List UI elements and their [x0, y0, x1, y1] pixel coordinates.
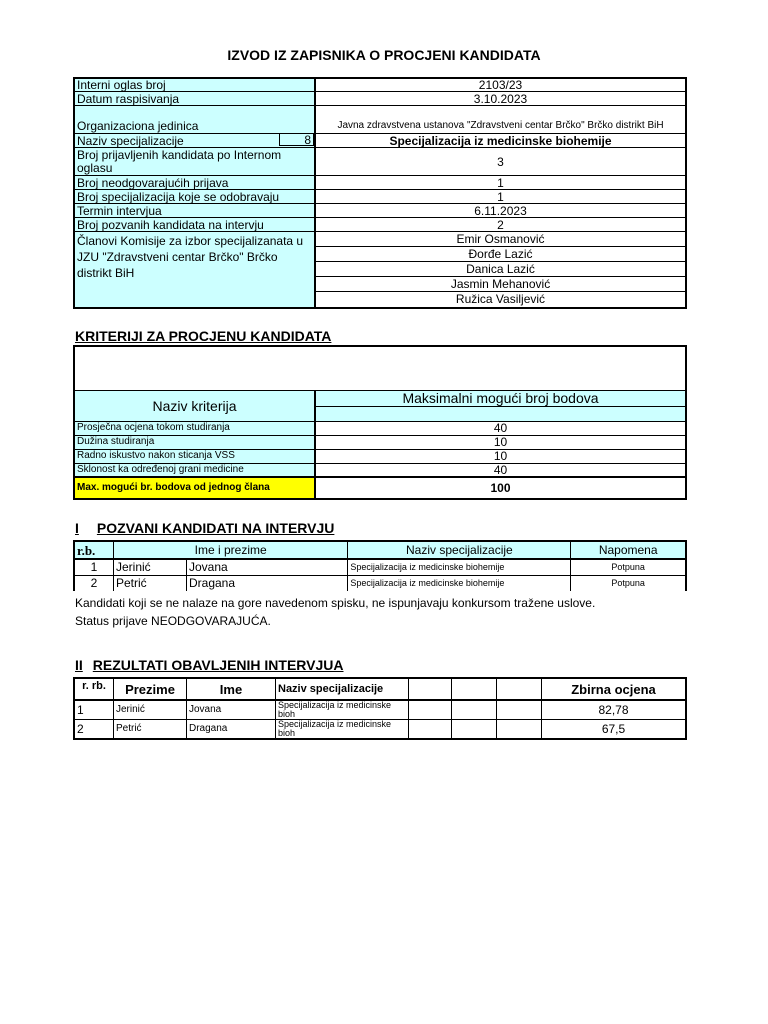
col-rb: r.b.	[74, 541, 114, 559]
res-ime: Jovana	[187, 700, 276, 720]
pozvani-value: 2	[315, 218, 686, 232]
note-2: Status prijave NEODGOVARAJUĆA.	[75, 614, 271, 628]
termin-value: 6.11.2023	[315, 204, 686, 218]
res-extra	[497, 720, 542, 740]
oglas-value: 2103/23	[315, 78, 686, 92]
prijavljeni-label: Broj prijavljenih kandidata po Internom oglasu	[74, 148, 315, 176]
rezultati-heading-num: II	[75, 657, 83, 673]
res-extra	[409, 720, 452, 740]
col-ime-prezime: Ime i prezime	[114, 541, 348, 559]
res-zbir: 67,5	[601, 722, 626, 736]
col-zbir: Zbirna ocjena	[542, 678, 687, 700]
col-prezime: Prezime	[114, 678, 187, 700]
res-extra	[409, 700, 452, 720]
odobrava-value: 1	[315, 190, 686, 204]
kriterij-bodovi: 10	[315, 435, 686, 449]
total-label: Max. mogući br. bodova od jednog člana	[74, 477, 315, 499]
res-spec: Specijalizacija iz medicinske bioh	[276, 700, 409, 720]
header-table	[73, 77, 687, 309]
row-napomena: Potpuna	[571, 559, 686, 575]
komisija-label: Članovi Komisije za izbor specijalizanata u JZU "Zdravstveni centar Brčko" Brčko distrikt BiH	[74, 232, 315, 308]
neodg-label: Broj neodgovarajućih prijava	[74, 176, 315, 190]
row-ime: Jovana	[187, 559, 348, 575]
res-rb: 2	[74, 720, 114, 740]
komisija-member: Danica Lazić	[315, 262, 686, 277]
odobrava-label: Broj specijalizacija koje se odobravaju	[74, 190, 315, 204]
org-value: Javna zdravstvena ustanova "Zdravstveni centar Brčko" Brčko distrikt BiH	[315, 106, 686, 134]
prijavljeni-value: 3	[315, 148, 686, 176]
kriterij-naziv: Radno iskustvo nakon sticanja VSS	[74, 449, 315, 463]
datum-label: Datum raspisivanja	[74, 92, 315, 106]
kriteriji-blank-row	[74, 346, 686, 390]
rezultati-table	[73, 677, 687, 740]
col-extra-2	[452, 678, 497, 700]
komisija-member: Ružica Vasiljević	[455, 292, 546, 307]
rezultati-heading-wrap	[75, 657, 344, 673]
org-label: Organizaciona jedinica	[74, 106, 315, 134]
spec-value: Specijalizacija iz medicinske biohemije	[315, 134, 686, 148]
res-rb: 1	[74, 700, 114, 720]
pozvani-label: Broj pozvanih kandidata na intervju	[74, 218, 315, 232]
oglas-label: Interni oglas broj	[74, 78, 315, 92]
komisija-member: Đorđe Lazić	[315, 247, 686, 262]
kriterij-naziv: Prosječna ocjena tokom studiranja	[74, 421, 315, 435]
col-extra-3	[497, 678, 542, 700]
col-extra-1	[409, 678, 452, 700]
kriterij-bodovi: 40	[315, 463, 686, 477]
spec-label-cell	[74, 134, 315, 148]
res-prezime: Petrić	[114, 720, 187, 740]
col-spec: Naziv specijalizacije	[276, 678, 409, 700]
col-napomena: Napomena	[571, 541, 686, 559]
res-extra	[497, 700, 542, 720]
datum-value: 3.10.2023	[315, 92, 686, 106]
row-prezime: Petrić	[114, 575, 187, 591]
kriterij-naziv: Sklonost ka određenoj grani medicine	[74, 463, 315, 477]
kriterij-bodovi: 10	[315, 449, 686, 463]
pozvani-heading-wrap	[75, 520, 334, 536]
res-prezime: Jerinić	[114, 700, 187, 720]
page-title: IZVOD IZ ZAPISNIKA O PROCJENI KANDIDATA	[227, 47, 541, 63]
neodg-value: 1	[315, 176, 686, 190]
res-zbir: 82,78	[542, 700, 687, 720]
rezultati-heading: REZULTATI OBAVLJENIH INTERVJUA	[92, 657, 344, 673]
res-ime: Dragana	[187, 720, 276, 740]
col-naziv-kriterija: Naziv kriterija	[74, 390, 315, 421]
komisija-member: Emir Osmanović	[315, 232, 686, 247]
row-ime: Dragana	[187, 575, 348, 591]
kriteriji-table	[73, 345, 687, 500]
pozvani-table	[73, 540, 687, 591]
row-prezime: Jerinić	[114, 559, 187, 575]
res-extra	[452, 700, 497, 720]
col-rb: r. rb.	[74, 678, 114, 700]
row-napomena: Potpuna	[611, 577, 645, 588]
pozvani-heading: POZVANI KANDIDATI NA INTERVJU	[96, 520, 335, 536]
termin-label: Termin intervjua	[74, 204, 315, 218]
komisija-member: Jasmin Mehanović	[315, 277, 686, 292]
spec-label: Naziv specijalizacije	[77, 133, 184, 148]
row-spec: Specijalizacija iz medicinske biohemije	[348, 559, 571, 575]
pozvani-heading-num: I	[75, 520, 79, 536]
col-spec: Naziv specijalizacije	[348, 541, 571, 559]
spec-number: 8	[279, 133, 314, 146]
note-1: Kandidati koji se ne nalaze na gore navedenom spisku, ne ispunjavaju konkursom tražene uslove.	[75, 596, 596, 610]
total-value: 100	[315, 477, 686, 499]
row-rb: 1	[74, 559, 114, 575]
col-max-bodova: Maksimalni mogući broj bodova	[315, 390, 686, 406]
res-spec: Specijalizacija iz medicinske bioh	[276, 720, 409, 740]
row-rb: 2	[74, 575, 114, 591]
col-ime: Ime	[187, 678, 276, 700]
res-extra	[452, 720, 497, 740]
col-max-sub	[315, 406, 686, 421]
row-spec: Specijalizacija iz medicinske biohemije	[348, 575, 571, 591]
kriterij-naziv: Dužina studiranja	[74, 435, 315, 449]
kriterij-bodovi: 40	[315, 421, 686, 435]
kriteriji-heading: KRITERIJI ZA PROCJENU KANDIDATA	[75, 328, 332, 344]
